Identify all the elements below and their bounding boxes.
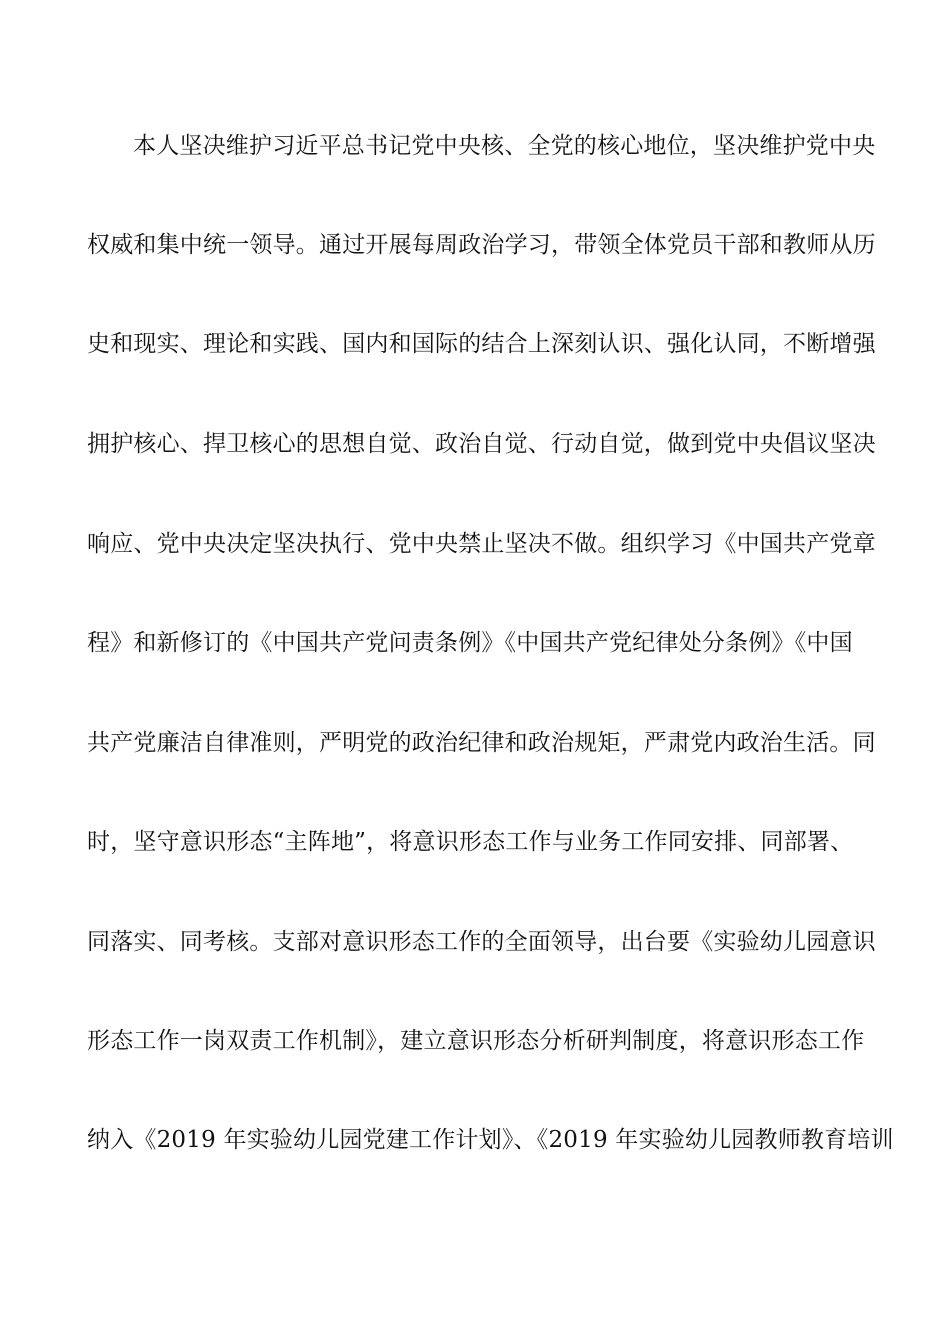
paragraph-line-7: 共产党廉洁自律准则，严明党的政治纪律和政治规矩，严肃党内政治生活。同 (87, 730, 876, 756)
paragraph-line-2: 权威和集中统一领导。通过开展每周政治学习，带领全体党员干部和教师从历 (87, 232, 876, 258)
paragraph-line-9: 同落实、同考核。支部对意识形态工作的全面领导，出台要《实验幼儿园意识 (87, 929, 876, 955)
paragraph-line-1: 本人坚决维护习近平总书记党中央核、全党的核心地位，坚决维护党中央 (133, 133, 876, 159)
paragraph-line-8: 时，坚守意识形态“主阵地”，将意识形态工作与业务工作同安排、同部署、 (87, 829, 854, 855)
paragraph-line-5: 响应、党中央决定坚决执行、党中央禁止坚决不做。组织学习《中国共产党章 (87, 531, 876, 557)
paragraph-line-3: 史和现实、理论和实践、国内和国际的结合上深刻认识、强化认同，不断增强 (87, 331, 876, 357)
paragraph-line-10: 形态工作一岗双责工作机制》，建立意识形态分析研判制度，将意识形态工作 (87, 1028, 865, 1054)
paragraph-line-6: 程》和新修订的《中国共产党问责条例》《中国共产党纪律处分条例》《中国 (87, 630, 853, 656)
paragraph-line-4: 拥护核心、捍卫核心的思想自觉、政治自觉、行动自觉，做到党中央倡议坚决 (87, 431, 876, 457)
paragraph-line-11: 纳入《2019 年实验幼儿园党建工作计划》、《2019 年实验幼儿园教师教育培训 (87, 1127, 894, 1153)
